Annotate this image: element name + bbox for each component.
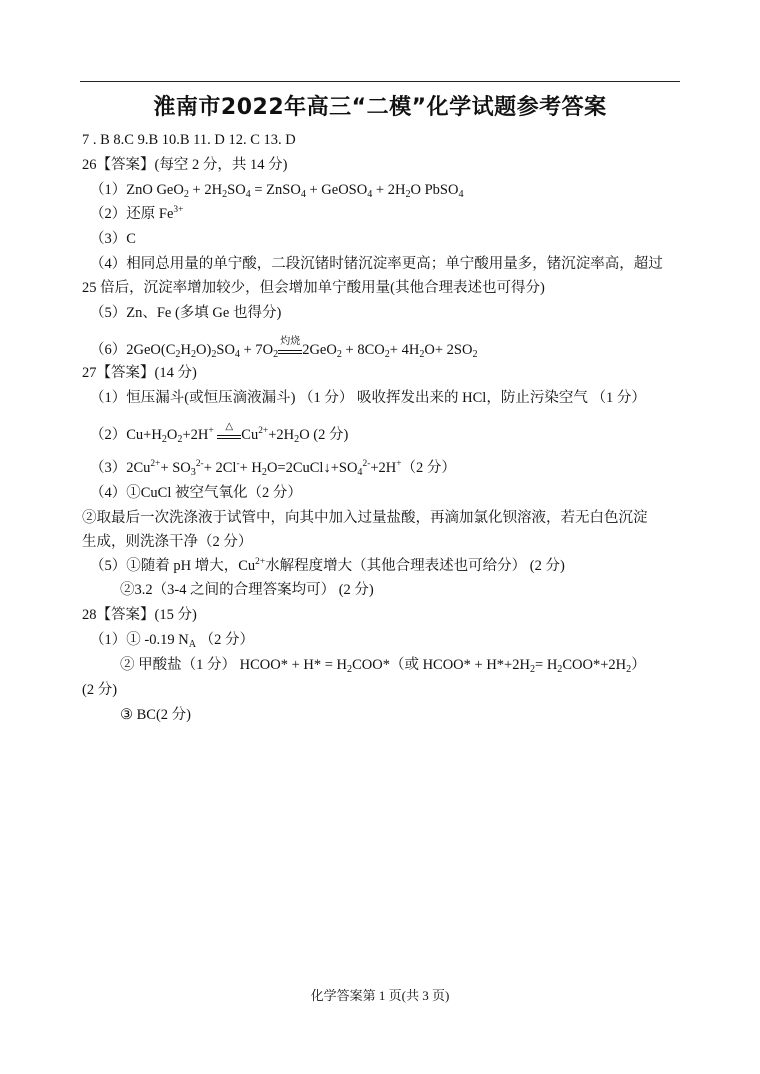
q27-part4b-line1: ②取最后一次洗涤液于试管中，向其中加入过量盐酸，再滴加氯化钡溶液，若无白色沉淀 bbox=[82, 510, 648, 526]
q27-part3-equation: $(3)2Cu^{2+}+ SO_3^{2-}+ 2Cl^-+$ $H_2O=2CuCl↓+SO_4^{2-}+2H^+(2$ 分） bbox=[90, 459, 456, 478]
q26-part1: （1）ZnO $GeO_2 + 2H_2SO_4$ = ZnSO$_4$ + GeOSO$_4$ + $2H_2O$ PbSO$_4$ bbox=[90, 182, 464, 200]
q26-part4-line2: 25 倍后，沉淀率增加较少，但会增加单宁酸用量(其他合理表述也可得分) bbox=[82, 280, 545, 296]
q26-part5: （5）Zn、Fe (多填 Ge 也得分) bbox=[90, 305, 282, 321]
q27-heading: 27【答案】(14 分) bbox=[82, 365, 197, 381]
q27-part2-equation: $(2)Cu+H_2O_2+2H^+$ △ $Cu^{2+}+2H_2O$ (2 分) bbox=[90, 421, 349, 445]
q26-part6-equation: $(6)2GeO(C_2H_2O)_2SO_4 + 7O_2$ 灼烧 $2GeO_2 + 8CO_2+ 4H_2O+ 2SO_2$ bbox=[90, 336, 478, 360]
q26-heading: 26【答案】(每空 2 分，共 14 分) bbox=[82, 157, 288, 173]
page-title: 淮南市2022年高三“二模”化学试题参考答案 bbox=[153, 95, 607, 120]
page-footer: 化学答案第 1 页(共 3 页) bbox=[310, 988, 450, 1003]
q27-part1: （1）恒压漏斗(或恒压滴液漏斗) （1 分） 吸收挥发出来的 HCl，防止污染空气 （1 分） bbox=[90, 390, 646, 406]
q28-part3: ③ BC(2 分) bbox=[120, 707, 191, 723]
q27-part5: （5）①随着 pH 增大，$Cu^{2+}$水解程度增大（其他合理表述也可给分） (2 分) bbox=[90, 557, 565, 574]
header-rule bbox=[80, 81, 680, 82]
q27-part4: （4）①CuCl 被空气氧化（2 分） bbox=[90, 485, 302, 501]
multiple-choice-answers: 7 . B 8.C 9.B 10.B 11. D 12. C 13. D bbox=[82, 132, 296, 148]
q28-heading: 28【答案】(15 分) bbox=[82, 607, 197, 623]
q26-part4-line1: （4）相同总用量的单宁酸，二段沉锗时锗沉淀率更高；单宁酸用量多，锗沉淀率高，超过 bbox=[90, 256, 663, 272]
q26-part3: （3）C bbox=[90, 231, 136, 247]
q26-part2: （2）还原 $Fe^{3+}$ bbox=[90, 205, 184, 222]
reaction-equals-sign: 灼烧 bbox=[278, 344, 302, 354]
q28-part1: （1）① -0.19 $N_A$ （2 分） bbox=[90, 632, 254, 650]
q28-part2-score: (2 分) bbox=[82, 682, 118, 698]
q27-part4b-line2: 生成，则洗涤干净（2 分） bbox=[82, 534, 253, 550]
reaction-equals-sign: △ bbox=[217, 429, 241, 439]
q27-part5b: ②3.2（3-4 之间的合理答案均可） (2 分) bbox=[120, 582, 374, 598]
q28-part2: ② 甲酸盐（1 分） HCOO* + $H* = H_2COO*$（或 HCOO* + $H*+2H_2= H_2COO*+2H_2$） bbox=[120, 657, 646, 675]
